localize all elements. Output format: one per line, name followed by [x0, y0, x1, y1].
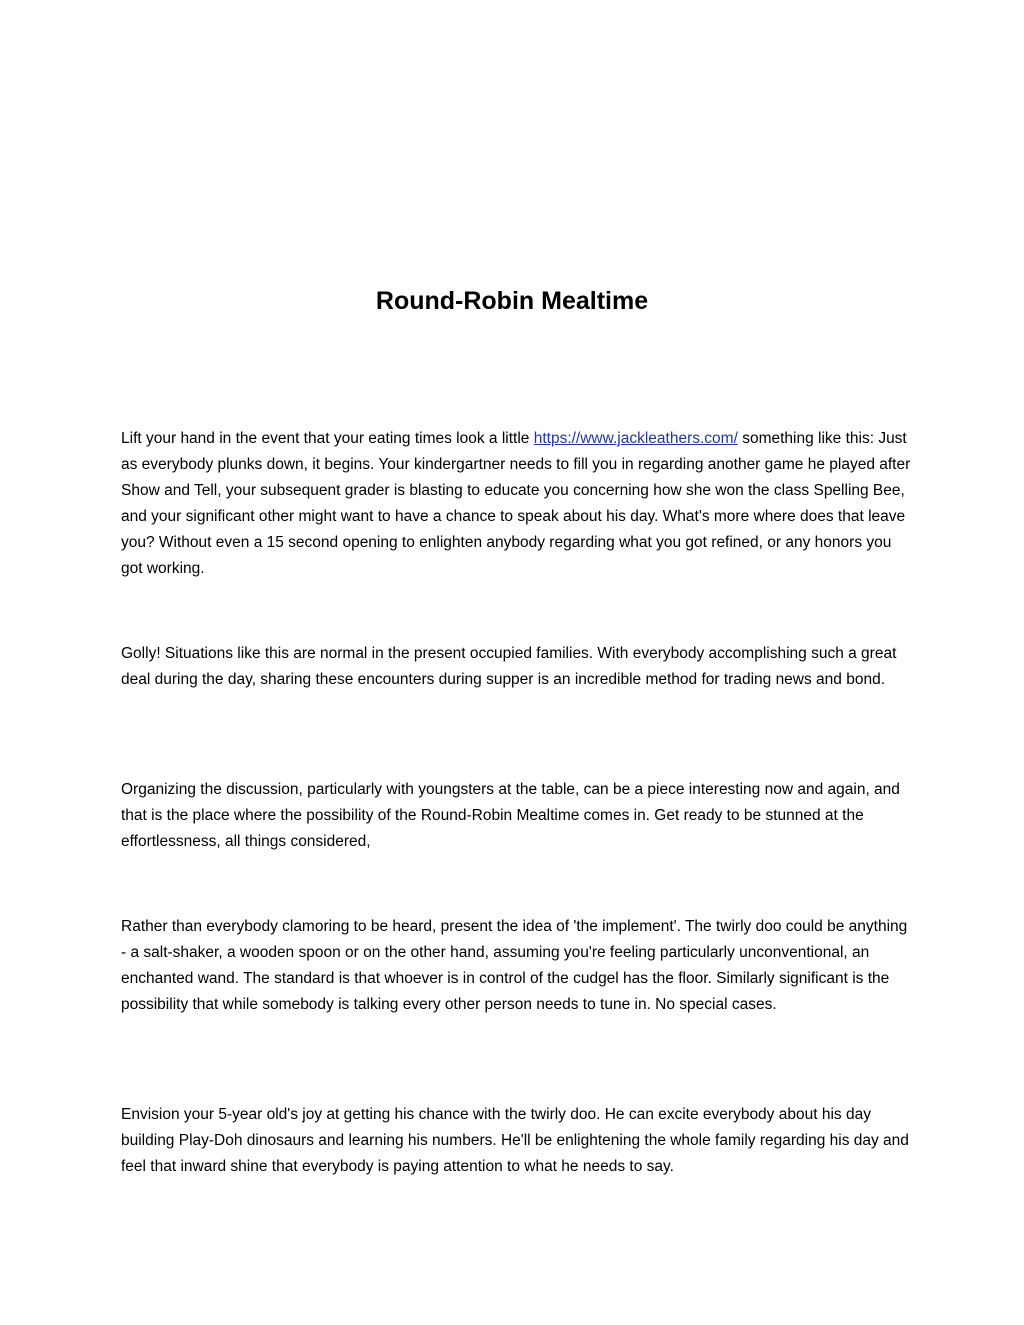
paragraph-5: Envision your 5-year old's joy at getting his chance with the twirly doo. He can excite everybody about his day building Play-Doh dinosaurs and learning his numbers. He'll be enlightening the whole family regarding his day and feel that inward shine that everybody is paying attention to what he needs to say. — [121, 1106, 909, 1175]
paragraph-4: Rather than everybody clamoring to be heard, present the idea of 'the implement'. The twirly doo could be anything - a salt-shaker, a wooden spoon or on the other hand, assuming you're feeling particularly unconventional, an enchanted wand. The standard is that whoever is in control of the cudgel has the floor. Similarly significant is the possibility that while somebody is talking every other person needs to tune in. No special cases. — [121, 918, 908, 1013]
paragraph-1-text-after-link: something like this: Just as everybody plunks down, it begins. Your kindergartner needs to fill you in regarding another game he played after Show and Tell, your subsequent grader is blasting to educate you concerning how she won the class Spelling Bee, and your significant other might want to have a chance to speak about his day. What's more where does that leave you? Without even a 15 second opening to enlighten anybody regarding what you got refined, or any honors you got working. — [121, 430, 911, 577]
paragraph-1-text-before-link: Lift your hand in the event that your eating times look a little — [121, 430, 534, 447]
paragraph-3: Organizing the discussion, particularly with youngsters at the table, can be a piece interesting now and again, and that is the place where the possibility of the Round-Robin Mealtime comes in. Get ready to be stunned at the effortlessness, all things considered, — [121, 781, 900, 850]
paragraph-1 — [121, 426, 911, 582]
jackleathers-link[interactable]: https://www.jackleathers.com/ — [533, 430, 738, 447]
document-title: Round-Robin Mealtime — [375, 287, 649, 315]
paragraph-2: Golly! Situations like this are normal in the present occupied families. With everybody accomplishing such a great deal during the day, sharing these encounters during supper is an incredible method for trading news and bond. — [121, 645, 897, 688]
